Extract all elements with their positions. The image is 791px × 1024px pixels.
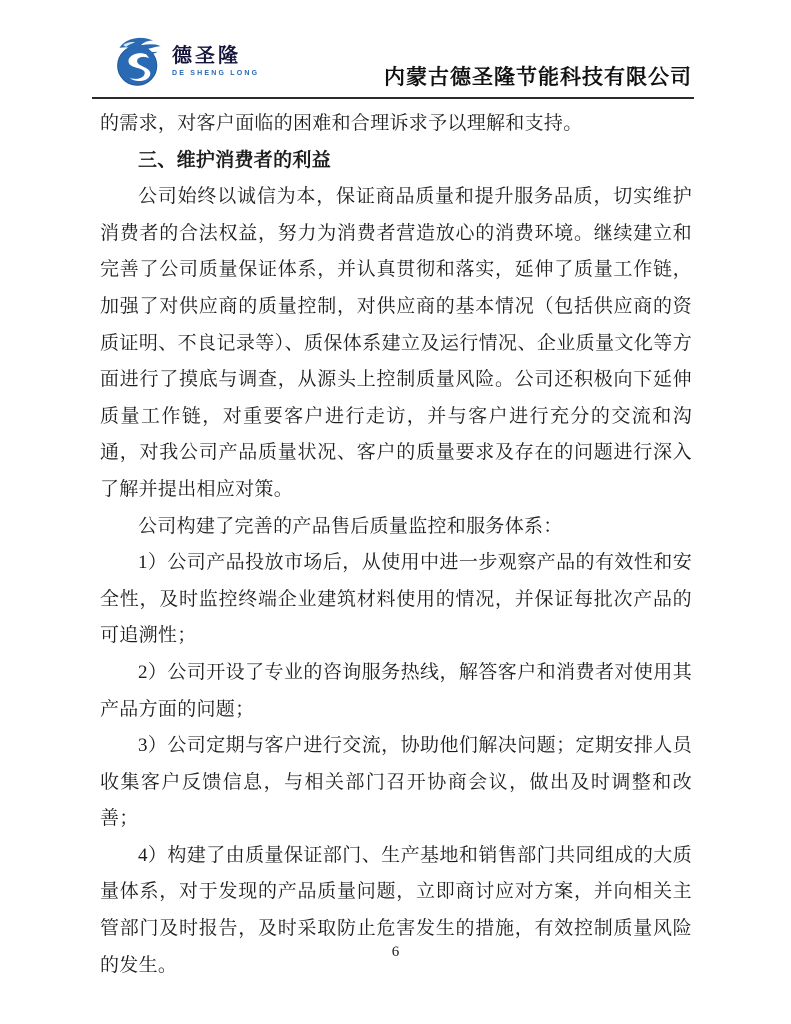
logo-english-name: DE SHENG LONG <box>172 69 260 77</box>
paragraph: 公司构建了完善的产品售后质量监控和服务体系： <box>138 515 563 537</box>
paragraph-list-item-2: 2）公司开设了专业的咨询服务热线，解答客户和消费者对使用其产品方面的问题； <box>100 661 692 720</box>
paragraph: 公司始终以诚信为本，保证商品质量和提升服务品质，切实维护消费者的合法权益，努力为消费者营造放心的消费环境。继续建立和完善了公司质量保证体系，并认真贯彻和落实，延伸了质量工作链，加强了对供应商的质量控制，对供应商的基本情况（包括供应商的资质证明、不良记录等）、质保体系建立及运行情况、企业质量文化等方面进行了摸底与调查，从源头上控制质量风险。公司还积极向下延伸质量工作链，对重要客户进行走访，并与客户进行充分的交流和沟通，对我公司产品质量状况、客户的质量要求及存在的问题进行深入了解并提出相应对策。 <box>100 186 692 500</box>
section-heading: 三、维护消费者的利益 <box>138 149 332 171</box>
dragon-s-logo-icon <box>112 33 168 89</box>
paragraph-list-item-3: 3）公司定期与客户进行交流，协助他们解决问题；定期安排人员收集客户反馈信息，与相关部门召开协商会议，做出及时调整和改善； <box>100 735 692 830</box>
company-name: 内蒙古德圣隆节能科技有限公司 <box>384 65 692 89</box>
page-number: 6 <box>391 944 400 960</box>
header-divider <box>92 97 694 99</box>
paragraph-list-item-4: 4）构建了由质量保证部门、生产基地和销售部门共同组成的大质量体系，对于发现的产品质量问题，立即商讨应对方案，并向相关主管部门及时报告，及时采取防止危害发生的措施，有效控制质量风险的发生。 <box>100 844 692 976</box>
page-header <box>100 0 692 97</box>
logo-chinese-name: 德圣隆 <box>172 44 241 67</box>
logo-wordmark <box>172 46 259 77</box>
company-logo <box>112 33 259 89</box>
document-body <box>100 106 692 984</box>
paragraph-continuation: 的需求，对客户面临的困难和合理诉求予以理解和支持。 <box>100 113 583 134</box>
paragraph-list-item-1: 1）公司产品投放市场后，从使用中进一步观察产品的有效性和安全性，及时监控终端企业建筑材料使用的情况，并保证每批次产品的可追溯性； <box>100 552 692 647</box>
